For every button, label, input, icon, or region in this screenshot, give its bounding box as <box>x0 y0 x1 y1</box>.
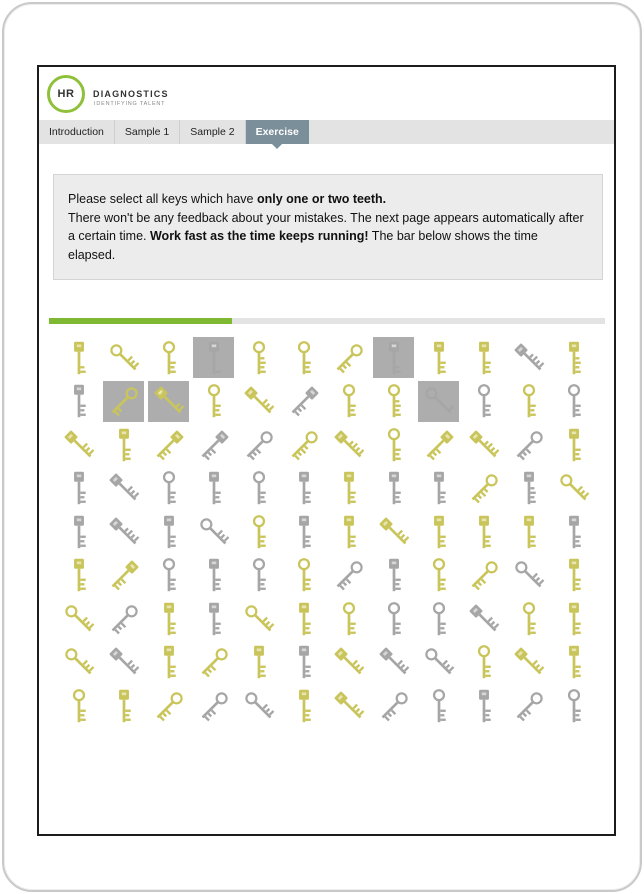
key-icon <box>241 601 277 637</box>
key-icon <box>61 688 97 724</box>
key-icon <box>106 557 142 593</box>
key-icon <box>556 557 592 593</box>
key-option[interactable] <box>148 424 189 465</box>
instruction-text: The bar below shows the time elapsed. <box>68 229 538 262</box>
key-option[interactable] <box>418 685 459 726</box>
key-option[interactable] <box>103 511 144 552</box>
key-option[interactable] <box>283 598 324 639</box>
key-option[interactable] <box>283 642 324 683</box>
key-option[interactable] <box>508 642 549 683</box>
key-option[interactable] <box>463 468 504 509</box>
logo-mark: HR <box>57 88 75 100</box>
key-option[interactable] <box>508 381 549 422</box>
key-option[interactable] <box>463 424 504 465</box>
key-option[interactable] <box>418 511 459 552</box>
key-icon <box>151 557 187 593</box>
key-icon <box>286 557 322 593</box>
key-option[interactable] <box>553 424 594 465</box>
key-option[interactable] <box>283 468 324 509</box>
key-option[interactable] <box>103 468 144 509</box>
key-option[interactable] <box>328 598 369 639</box>
key-icon <box>196 383 232 419</box>
key-option[interactable] <box>148 555 189 596</box>
key-option[interactable] <box>373 685 414 726</box>
key-option[interactable] <box>103 685 144 726</box>
key-option[interactable] <box>148 337 189 378</box>
key-icon <box>466 470 502 506</box>
key-icon <box>331 601 367 637</box>
key-option[interactable] <box>553 337 594 378</box>
key-option[interactable] <box>238 424 279 465</box>
key-option[interactable] <box>103 598 144 639</box>
key-option[interactable] <box>193 642 234 683</box>
key-option[interactable] <box>373 424 414 465</box>
key-option[interactable] <box>58 685 99 726</box>
key-icon <box>466 340 502 376</box>
key-option[interactable] <box>373 468 414 509</box>
key-icon <box>511 688 547 724</box>
key-option[interactable] <box>58 642 99 683</box>
key-option[interactable] <box>193 511 234 552</box>
tab-exercise[interactable]: Exercise <box>246 120 309 144</box>
key-icon <box>511 557 547 593</box>
key-icon <box>196 427 232 463</box>
key-option[interactable] <box>508 598 549 639</box>
key-icon <box>196 688 232 724</box>
key-option[interactable] <box>373 642 414 683</box>
key-option[interactable] <box>283 424 324 465</box>
logo-ring-icon <box>47 75 85 113</box>
key-icon <box>376 557 412 593</box>
key-icon <box>61 427 97 463</box>
key-option[interactable] <box>553 468 594 509</box>
key-icon <box>556 340 592 376</box>
exercise-screen <box>37 65 616 836</box>
key-option[interactable] <box>238 685 279 726</box>
tab-sample-2[interactable]: Sample 2 <box>180 120 245 144</box>
key-option[interactable] <box>193 555 234 596</box>
key-option[interactable] <box>238 555 279 596</box>
key-icon <box>106 470 142 506</box>
key-icon <box>511 644 547 680</box>
key-icon <box>196 514 232 550</box>
key-option[interactable] <box>148 381 189 422</box>
key-icon <box>466 601 502 637</box>
key-option[interactable] <box>58 337 99 378</box>
key-icon <box>61 340 97 376</box>
key-icon <box>61 470 97 506</box>
key-option[interactable] <box>418 381 459 422</box>
key-option[interactable] <box>418 555 459 596</box>
instruction-emphasis: only one or two teeth. <box>256 192 387 206</box>
key-icon <box>151 514 187 550</box>
instruction-text: There won't be any feedback about your mistakes. The next page appears automatically after a certain time. <box>68 210 584 243</box>
key-option[interactable] <box>238 381 279 422</box>
key-icon <box>421 557 457 593</box>
key-icon <box>241 557 277 593</box>
key-icon <box>61 514 97 550</box>
key-icon <box>421 601 457 637</box>
key-icon <box>151 383 187 419</box>
key-option[interactable] <box>238 598 279 639</box>
key-option[interactable] <box>418 468 459 509</box>
key-option[interactable] <box>328 642 369 683</box>
key-icon <box>286 514 322 550</box>
key-icon <box>286 340 322 376</box>
key-option[interactable] <box>283 381 324 422</box>
key-option[interactable] <box>463 511 504 552</box>
key-icon <box>421 644 457 680</box>
key-icon <box>331 644 367 680</box>
key-option[interactable] <box>328 511 369 552</box>
key-icon <box>376 601 412 637</box>
key-option[interactable] <box>103 337 144 378</box>
key-icon <box>196 644 232 680</box>
key-icon <box>286 644 322 680</box>
key-option[interactable] <box>328 555 369 596</box>
key-option[interactable] <box>58 555 99 596</box>
key-icon <box>421 688 457 724</box>
key-icon <box>511 427 547 463</box>
key-icon <box>106 688 142 724</box>
key-option[interactable] <box>103 424 144 465</box>
key-icon <box>511 601 547 637</box>
key-icon <box>61 644 97 680</box>
key-icon <box>241 340 277 376</box>
key-option[interactable] <box>148 642 189 683</box>
key-option[interactable] <box>328 337 369 378</box>
key-option[interactable] <box>508 555 549 596</box>
key-icon <box>466 644 502 680</box>
key-icon <box>286 470 322 506</box>
key-icon <box>241 470 277 506</box>
key-option[interactable] <box>328 468 369 509</box>
key-option[interactable] <box>58 598 99 639</box>
key-icon <box>421 383 457 419</box>
key-icon <box>151 601 187 637</box>
key-option[interactable] <box>508 511 549 552</box>
key-option[interactable] <box>553 511 594 552</box>
key-option[interactable] <box>463 337 504 378</box>
key-icon <box>376 644 412 680</box>
key-icon <box>286 601 322 637</box>
key-icon <box>151 470 187 506</box>
key-icon <box>61 601 97 637</box>
key-icon <box>421 427 457 463</box>
key-icon <box>106 340 142 376</box>
key-icon <box>466 688 502 724</box>
key-option[interactable] <box>553 381 594 422</box>
key-icon <box>556 470 592 506</box>
key-option[interactable] <box>238 642 279 683</box>
key-icon <box>286 427 322 463</box>
key-icon <box>376 340 412 376</box>
key-icon <box>556 427 592 463</box>
key-option[interactable] <box>508 424 549 465</box>
key-option[interactable] <box>103 381 144 422</box>
key-option[interactable] <box>418 337 459 378</box>
key-option[interactable] <box>148 685 189 726</box>
key-icon <box>376 427 412 463</box>
key-icon <box>466 383 502 419</box>
instruction-emphasis: Work fast as the time keeps running! <box>149 229 369 243</box>
key-option[interactable] <box>283 511 324 552</box>
key-option[interactable] <box>553 598 594 639</box>
key-icon <box>376 688 412 724</box>
key-option[interactable] <box>238 511 279 552</box>
key-option[interactable] <box>418 598 459 639</box>
key-option[interactable] <box>328 381 369 422</box>
key-option[interactable] <box>553 555 594 596</box>
tab-introduction[interactable]: Introduction <box>39 120 115 144</box>
tab-bar <box>39 120 614 144</box>
key-option[interactable] <box>463 555 504 596</box>
key-icon <box>556 644 592 680</box>
key-option[interactable] <box>508 468 549 509</box>
time-progress-fill <box>49 318 232 324</box>
key-option[interactable] <box>463 381 504 422</box>
key-icon <box>331 557 367 593</box>
key-icon <box>151 644 187 680</box>
key-option[interactable] <box>193 381 234 422</box>
key-icon <box>421 514 457 550</box>
key-option[interactable] <box>58 424 99 465</box>
key-icon <box>511 470 547 506</box>
key-icon <box>331 514 367 550</box>
key-icon <box>556 688 592 724</box>
key-option[interactable] <box>148 468 189 509</box>
key-option[interactable] <box>463 685 504 726</box>
key-option[interactable] <box>553 642 594 683</box>
key-icon <box>511 383 547 419</box>
key-option[interactable] <box>58 381 99 422</box>
key-option[interactable] <box>283 685 324 726</box>
key-option[interactable] <box>103 555 144 596</box>
header <box>39 67 614 120</box>
tab-sample-1[interactable]: Sample 1 <box>115 120 180 144</box>
key-icon <box>241 427 277 463</box>
key-icon <box>196 601 232 637</box>
key-icon <box>331 427 367 463</box>
key-icon <box>106 427 142 463</box>
key-icon <box>196 470 232 506</box>
key-icon <box>241 688 277 724</box>
key-icon <box>151 688 187 724</box>
key-icon <box>241 644 277 680</box>
key-icon <box>331 470 367 506</box>
key-option[interactable] <box>148 511 189 552</box>
key-icon <box>241 514 277 550</box>
key-icon <box>106 383 142 419</box>
key-option[interactable] <box>373 598 414 639</box>
key-option[interactable] <box>418 642 459 683</box>
key-option[interactable] <box>193 424 234 465</box>
key-option[interactable] <box>328 685 369 726</box>
key-icon <box>151 427 187 463</box>
key-icon <box>331 688 367 724</box>
key-icon <box>286 383 322 419</box>
key-icon <box>376 514 412 550</box>
key-icon <box>376 383 412 419</box>
key-option[interactable] <box>58 468 99 509</box>
key-icon <box>466 514 502 550</box>
key-icon <box>421 340 457 376</box>
key-option[interactable] <box>283 337 324 378</box>
key-icon <box>286 688 322 724</box>
key-icon <box>106 644 142 680</box>
key-icon <box>556 383 592 419</box>
key-icon <box>421 470 457 506</box>
key-option[interactable] <box>193 685 234 726</box>
key-icon <box>556 601 592 637</box>
key-icon <box>241 383 277 419</box>
time-progress-bar <box>49 318 605 324</box>
key-option[interactable] <box>373 381 414 422</box>
instructions-box <box>53 174 603 280</box>
key-icon <box>511 514 547 550</box>
key-option[interactable] <box>193 337 234 378</box>
logo-name: DIAGNOSTICS <box>93 89 169 99</box>
instruction-text: Please select all keys which have <box>68 192 257 206</box>
tablet-frame <box>2 2 642 892</box>
key-option[interactable] <box>193 598 234 639</box>
key-icon <box>61 383 97 419</box>
key-icon <box>106 601 142 637</box>
key-option[interactable] <box>418 424 459 465</box>
key-option[interactable] <box>238 337 279 378</box>
key-icon <box>151 340 187 376</box>
key-icon <box>196 557 232 593</box>
key-option[interactable] <box>238 468 279 509</box>
key-option[interactable] <box>103 642 144 683</box>
key-option[interactable] <box>463 642 504 683</box>
key-icon <box>556 514 592 550</box>
key-option[interactable] <box>373 511 414 552</box>
key-icon <box>511 340 547 376</box>
key-option[interactable] <box>58 511 99 552</box>
key-option[interactable] <box>508 337 549 378</box>
key-option[interactable] <box>328 424 369 465</box>
key-icon <box>196 340 232 376</box>
key-icon <box>376 470 412 506</box>
key-icon <box>106 514 142 550</box>
key-icon <box>466 427 502 463</box>
key-icon <box>331 340 367 376</box>
key-option[interactable] <box>193 468 234 509</box>
key-option[interactable] <box>373 337 414 378</box>
key-grid <box>58 337 598 727</box>
key-icon <box>466 557 502 593</box>
logo-tagline: IDENTIFYING TALENT <box>94 101 166 107</box>
key-option[interactable] <box>283 555 324 596</box>
key-option[interactable] <box>508 685 549 726</box>
key-option[interactable] <box>553 685 594 726</box>
key-icon <box>61 557 97 593</box>
key-icon <box>331 383 367 419</box>
key-option[interactable] <box>463 598 504 639</box>
key-option[interactable] <box>373 555 414 596</box>
key-option[interactable] <box>148 598 189 639</box>
